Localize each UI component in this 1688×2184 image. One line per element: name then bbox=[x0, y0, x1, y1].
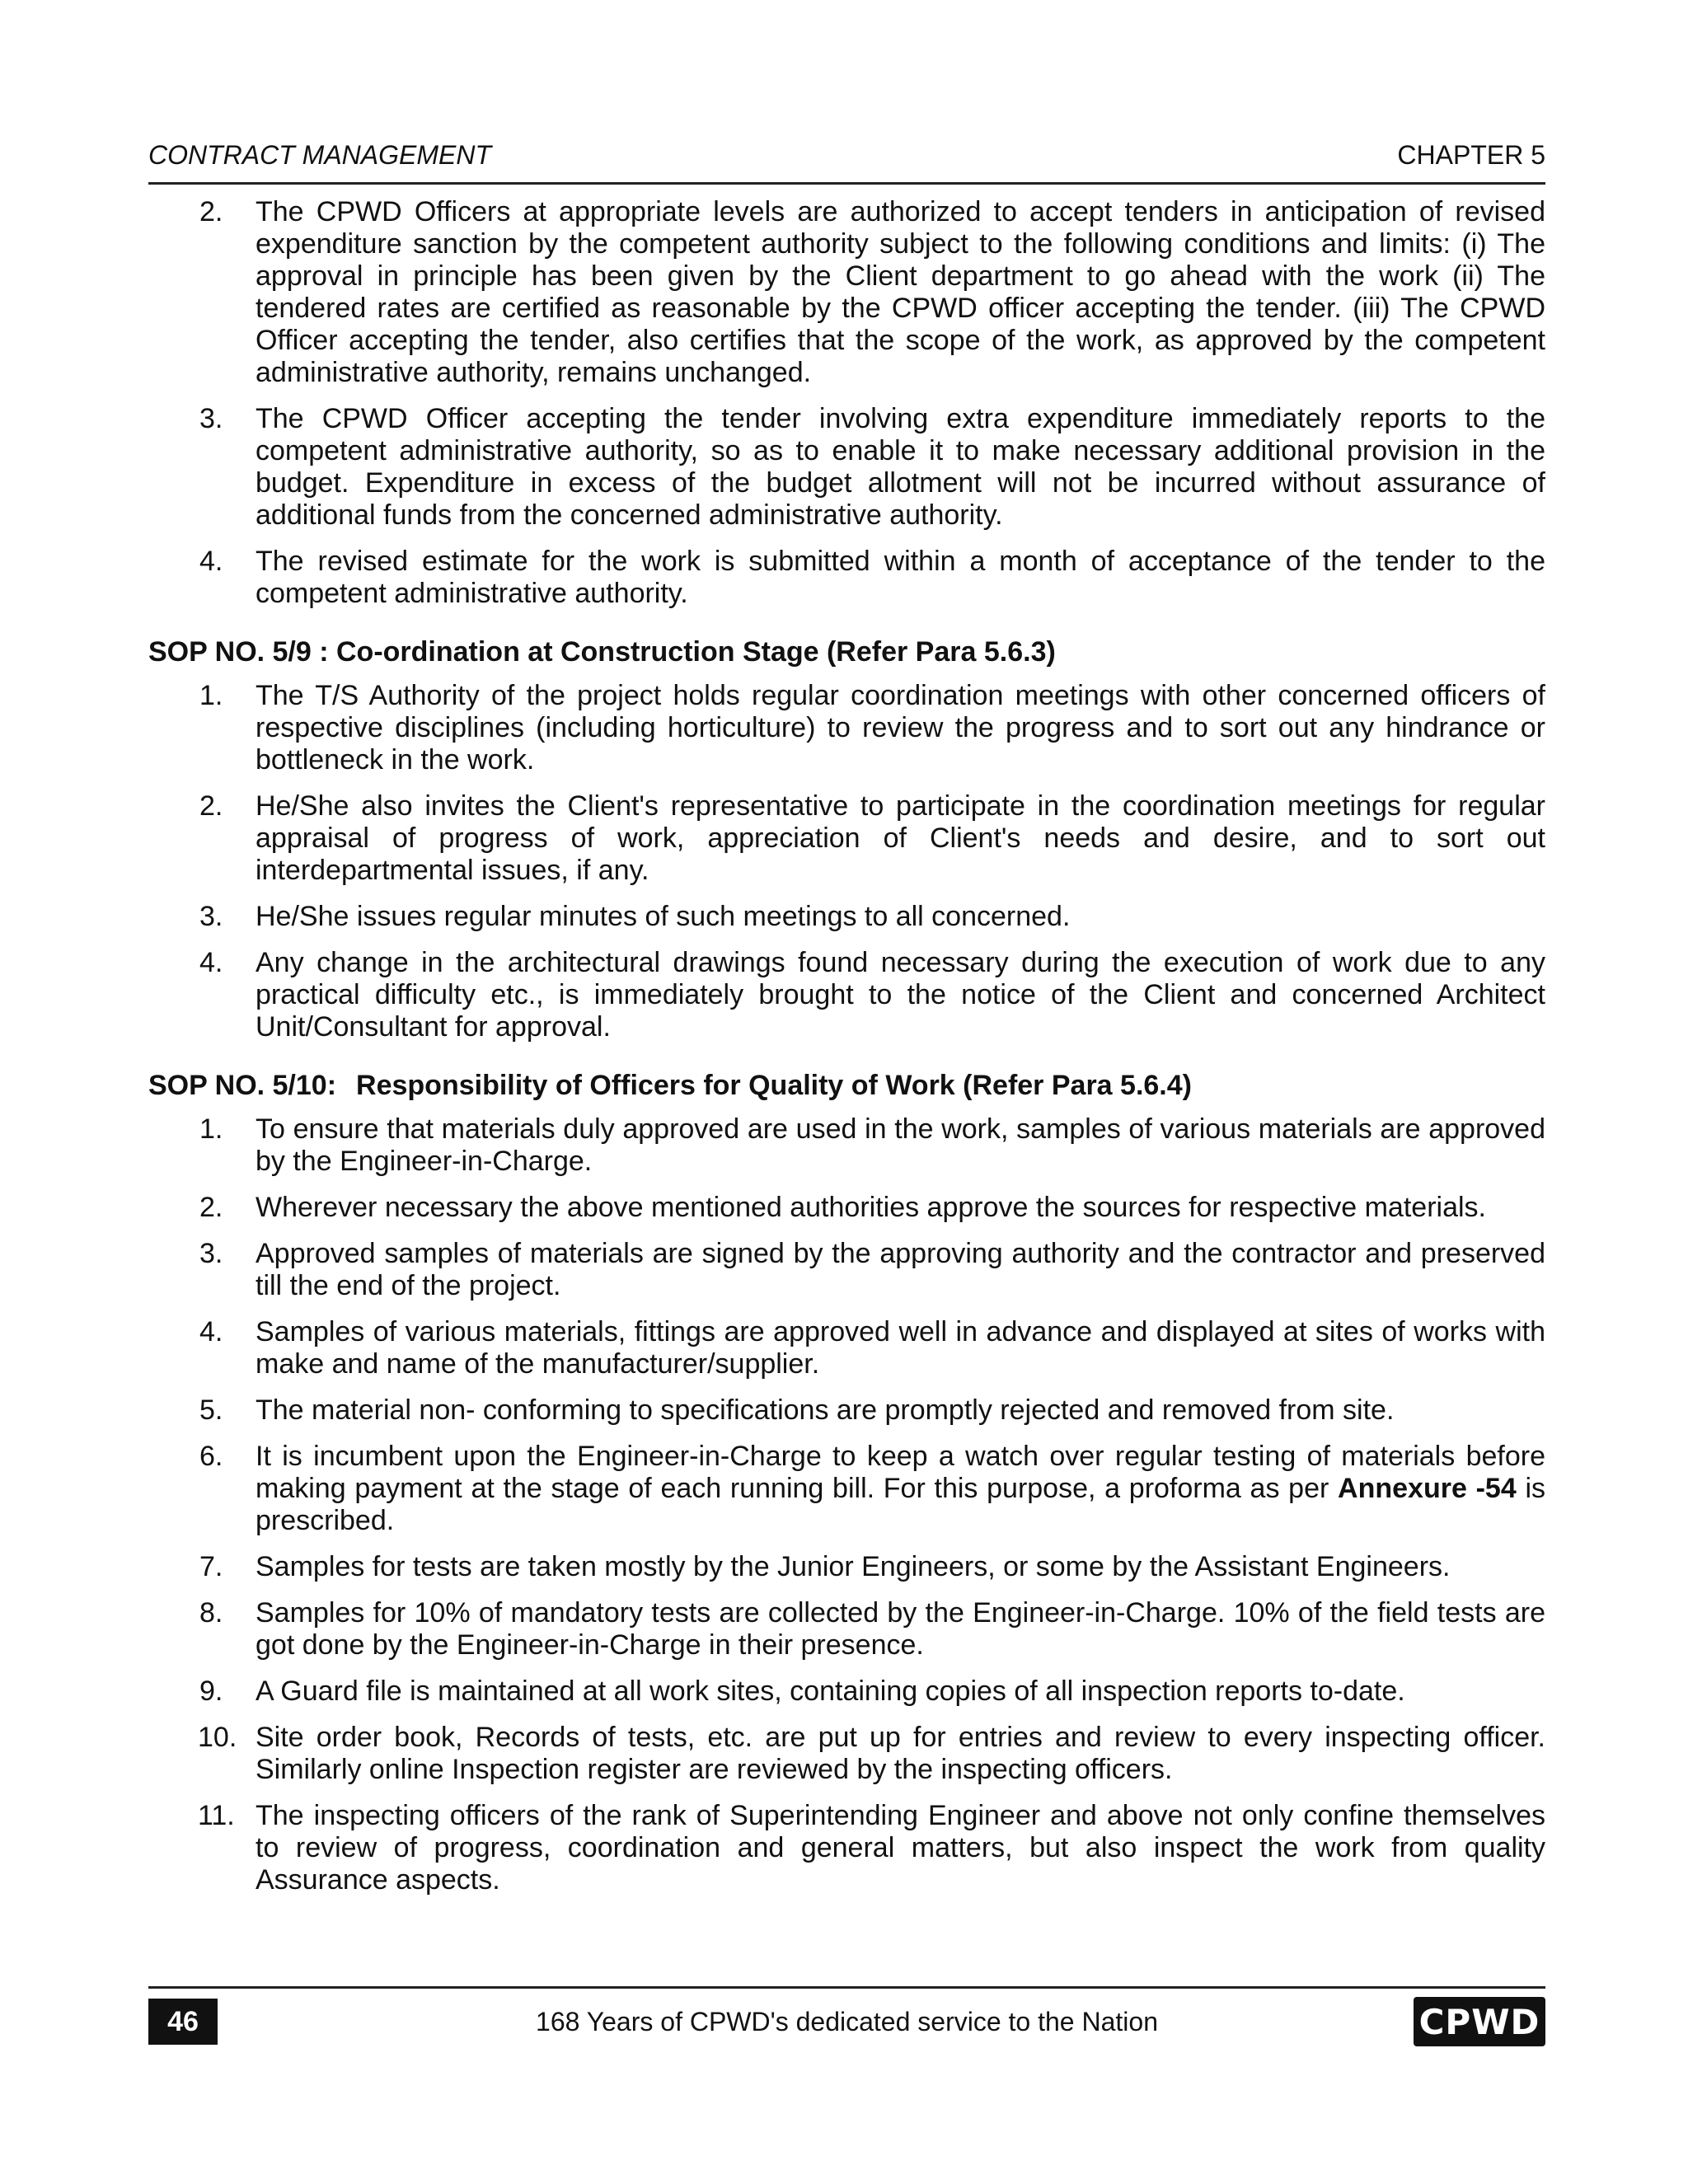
item-text: The revised estimate for the work is submitted within a month of acceptance of the tender to the competent administrative authority. bbox=[256, 546, 1545, 609]
header-title: CONTRACT MANAGEMENT bbox=[148, 140, 491, 170]
list-item bbox=[148, 1441, 1545, 1537]
sop-5-10-title: Responsibility of Officers for Quality of Work (Refer Para 5.6.4) bbox=[356, 1070, 1192, 1101]
item-text: He/She also invites the Client's representative to participate in the coordination meetings for regular appraisal of progress of work, appreciation of Client's needs and desire, and to sort out interdepartmental issues, if any. bbox=[256, 790, 1545, 886]
page-content bbox=[148, 196, 1545, 1896]
list-item bbox=[148, 1394, 1545, 1427]
item-text: A Guard file is maintained at all work sites, containing copies of all inspection reports to-date. bbox=[256, 1675, 1405, 1707]
item-text: The inspecting officers of the rank of Superintending Engineer and above not only confine themselves to review of progress, coordination and general matters, but also inspect the work from quality Assurance aspects. bbox=[256, 1800, 1545, 1896]
item-number: 2. bbox=[199, 196, 223, 227]
list-item bbox=[148, 1551, 1545, 1583]
running-header bbox=[148, 140, 1545, 185]
list-item bbox=[148, 680, 1545, 776]
item-number: 7. bbox=[199, 1551, 223, 1582]
item-number: 11. bbox=[198, 1800, 235, 1831]
item-number: 8. bbox=[199, 1597, 223, 1629]
list-item bbox=[148, 403, 1545, 532]
list-item bbox=[148, 1238, 1545, 1302]
sop-5-10-list bbox=[148, 1113, 1545, 1896]
item-number: 5. bbox=[199, 1394, 223, 1426]
sop-5-9-list bbox=[148, 680, 1545, 1043]
item-text: Samples of various materials, fittings are approved well in advance and displayed at sites of works with make and name of the manufacturer/supplier. bbox=[256, 1316, 1545, 1380]
item-text: The CPWD Officer accepting the tender involving extra expenditure immediately reports to the competent administrative authority, so as to enable it to make necessary additional provision in the budget. Expenditure in excess of the budget allotment will not be incurred without assurance of additional funds from the concerned administrative authority. bbox=[256, 403, 1545, 531]
item-text-part: is prescribed. bbox=[256, 1473, 1546, 1536]
list-item bbox=[148, 1597, 1545, 1661]
item-number: 2. bbox=[199, 790, 223, 822]
sop-5-9-heading: SOP NO. 5/9 : Co-ordination at Construction Stage (Refer Para 5.6.3) bbox=[148, 636, 1056, 668]
item-text: The T/S Authority of the project holds regular coordination meetings with other concerned officers of respective disciplines (including horticulture) to review the progress and to sort out any hindrance or bottleneck in the work. bbox=[256, 680, 1545, 776]
item-text: The CPWD Officers at appropriate levels are authorized to accept tenders in anticipation of revised expenditure sanction by the competent authority subject to the following conditions and limits: (i) The approval in principle has been given by the Client department to go ahead with the work (ii) The tendered rates are certified as reasonable by the CPWD officer accepting the tender. (iii) The CPWD Officer accepting the tender, also certifies that the scope of the work, as approved by the competent administrative authority, remains unchanged. bbox=[256, 196, 1545, 388]
item-number: 4. bbox=[199, 947, 223, 978]
item-text: He/She issues regular minutes of such meetings to all concerned. bbox=[256, 901, 1071, 932]
item-text: Any change in the architectural drawings found necessary during the execution of work due to any practical difficulty etc., is immediately brought to the notice of the Client and concerned Architect Unit/Consultant for approval. bbox=[256, 947, 1545, 1043]
section1-list bbox=[148, 196, 1545, 610]
item-number: 1. bbox=[199, 1113, 223, 1145]
page-footer bbox=[148, 1986, 1545, 2046]
sop-5-10-heading bbox=[148, 1070, 1545, 1102]
list-item bbox=[148, 1800, 1545, 1896]
cpwd-logo: CPWD bbox=[1414, 1997, 1545, 2046]
list-item bbox=[148, 1722, 1545, 1786]
list-item bbox=[148, 901, 1545, 933]
item-number: 6. bbox=[199, 1441, 223, 1472]
item-number: 4. bbox=[199, 1316, 223, 1347]
item-text: Approved samples of materials are signed by the approving authority and the contractor and preserved till the end of the project. bbox=[256, 1238, 1545, 1301]
item-number: 2. bbox=[199, 1192, 223, 1223]
footer-tagline: 168 Years of CPWD's dedicated service to the Nation bbox=[536, 2007, 1158, 2036]
item-text: Samples for 10% of mandatory tests are collected by the Engineer-in-Charge. 10% of the field tests are got done by the Engineer-in-Charge in their presence. bbox=[256, 1597, 1545, 1661]
sop-5-10-label: SOP NO. 5/10: bbox=[148, 1070, 337, 1101]
list-item bbox=[148, 947, 1545, 1043]
item-text: Site order book, Records of tests, etc. are put up for entries and review to every inspecting officer. Similarly online Inspection register are reviewed by the inspecting officers. bbox=[256, 1722, 1545, 1785]
item-number: 3. bbox=[199, 1238, 223, 1269]
item-number: 4. bbox=[199, 546, 223, 577]
item-text: Samples for tests are taken mostly by the Junior Engineers, or some by the Assistant Engineers. bbox=[256, 1551, 1451, 1582]
list-item bbox=[148, 196, 1545, 389]
item-number: 1. bbox=[199, 680, 223, 711]
item-text-part: It is incumbent upon the Engineer-in-Charge to keep a watch over regular testing of materials before making payment at the stage of each running bill. For this purpose, a proforma as per bbox=[256, 1441, 1545, 1504]
annexure-reference: Annexure -54 bbox=[1338, 1473, 1517, 1504]
item-number: 3. bbox=[199, 403, 223, 434]
page-number: 46 bbox=[148, 1999, 218, 2045]
header-chapter: CHAPTER 5 bbox=[1397, 140, 1545, 170]
document-page bbox=[148, 140, 1545, 1910]
list-item bbox=[148, 790, 1545, 887]
item-text: The material non- conforming to specifications are promptly rejected and removed from site. bbox=[256, 1394, 1395, 1426]
list-item bbox=[148, 1113, 1545, 1178]
item-text: Wherever necessary the above mentioned authorities approve the sources for respective materials. bbox=[256, 1192, 1486, 1223]
list-item bbox=[148, 1192, 1545, 1224]
item-number: 3. bbox=[199, 901, 223, 932]
list-item bbox=[148, 1316, 1545, 1380]
item-number: 10. bbox=[198, 1722, 237, 1753]
item-text: To ensure that materials duly approved are used in the work, samples of various materials are approved by the Engineer-in-Charge. bbox=[256, 1113, 1545, 1177]
list-item bbox=[148, 1675, 1545, 1708]
item-number: 9. bbox=[199, 1675, 223, 1707]
list-item bbox=[148, 546, 1545, 610]
item-text bbox=[256, 1441, 1545, 1537]
